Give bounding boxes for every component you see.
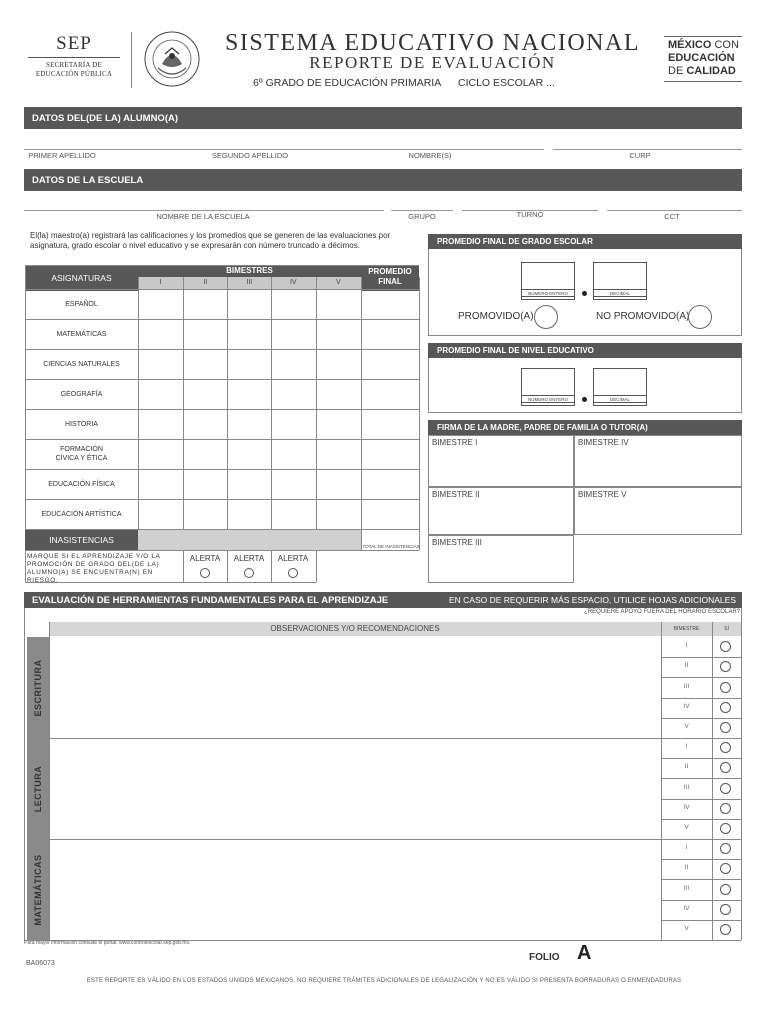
table-rule	[361, 277, 362, 550]
grade-cell[interactable]	[183, 289, 228, 319]
signature-bar: FIRMA DE LA MADRE, PADRE DE FAMILIA O TUTOR(A)	[428, 420, 742, 435]
support-yes-circle[interactable]	[720, 783, 731, 794]
page-subtitle: REPORTE DE EVALUACIÓN	[309, 53, 556, 72]
support-yes-circle[interactable]	[720, 742, 731, 753]
observations-header: OBSERVACIONES Y/O RECOMENDACIONES	[49, 622, 661, 636]
subject-name: GEOGRAFÍA	[60, 390, 103, 398]
subject-name: EDUCACIÓN FÍSICA	[48, 480, 115, 488]
fundamental-tools-bar	[24, 592, 742, 608]
table-rule	[661, 758, 741, 759]
signature-label-bim1: BIMESTRE I	[432, 438, 478, 447]
support-yes-circle[interactable]	[720, 762, 731, 773]
header-divider	[131, 32, 132, 88]
bimester-roman: II	[684, 864, 689, 872]
alert-label: ALERTA	[189, 554, 221, 563]
bimester-roman: V	[684, 823, 689, 831]
table-rule	[25, 277, 26, 550]
grade-cell[interactable]	[183, 469, 228, 499]
grade-cell[interactable]	[183, 319, 228, 349]
primer-apellido-label: PRIMER APELLIDO	[28, 151, 96, 160]
table-rule	[25, 265, 26, 277]
grade-cell[interactable]	[138, 319, 183, 349]
absences-shaded-cells	[138, 530, 361, 550]
grade-level: 6º GRADO DE EDUCACIÓN PRIMARIA	[253, 77, 442, 89]
grade-cell[interactable]	[316, 379, 361, 409]
section-name: MATEMÁTICAS	[33, 853, 43, 926]
decimal-point-dot	[582, 291, 587, 296]
table-rule	[661, 677, 741, 678]
bimester-roman: I	[685, 844, 688, 852]
table-rule	[661, 799, 741, 800]
final-average-cell[interactable]	[361, 439, 419, 469]
grade-cell[interactable]	[271, 439, 316, 469]
grade-cell[interactable]	[316, 439, 361, 469]
grade-cell[interactable]	[316, 409, 361, 439]
alert-radio[interactable]	[244, 568, 254, 578]
subject-name: MATEMÁTICAS	[56, 330, 107, 338]
final-average-header-line1: PROMEDIO	[368, 267, 412, 276]
mexico-logo-text-2: EDUCACIÓN	[668, 52, 735, 64]
table-rule	[661, 859, 741, 860]
table-rule	[25, 379, 419, 380]
bimester-roman: V	[684, 924, 689, 932]
curp-label: CURP	[629, 151, 651, 160]
cct-label: CCT	[664, 212, 680, 221]
info-portal-note: Para mayor información consulte el portal: www.controlescolar.sep.gob.mx.	[24, 940, 191, 946]
subject-name: EDUCACIÓN ARTÍSTICA	[41, 510, 122, 518]
bimester-roman: I	[685, 642, 688, 650]
yes-column-header: SÍ	[712, 622, 741, 636]
grade-cell[interactable]	[227, 319, 272, 349]
signature-label-bim5: BIMESTRE V	[578, 490, 627, 499]
grade-cell[interactable]	[183, 409, 228, 439]
grade-cell[interactable]	[183, 349, 228, 379]
table-rule	[661, 622, 662, 940]
table-rule	[661, 657, 741, 658]
level-decimal-label: DECIMAL	[593, 395, 647, 403]
instructions-note: El(la) maestro(a) registrará las calificaciones y los promedios que se generen de las evaluaciones por asignatura, grado escolar o nivel educativo y se expresarán con número truncado a décimos.	[30, 231, 391, 250]
cct-line[interactable]	[607, 210, 742, 211]
section-side-label	[27, 839, 49, 940]
table-rule	[316, 277, 317, 550]
table-rule	[24, 608, 25, 940]
bimester-roman: V	[684, 722, 689, 730]
grade-cell[interactable]	[138, 379, 183, 409]
additional-sheets-note: EN CASO DE REQUERIR MÁS ESPACIO, UTILICE HOJAS ADICIONALES	[448, 595, 736, 605]
final-average-cell[interactable]	[361, 379, 419, 409]
alert-label: ALERTA	[233, 554, 265, 563]
grade-cell[interactable]	[271, 469, 316, 499]
table-rule	[661, 920, 741, 921]
grade-integer-label: NÚMERO ENTERO	[521, 289, 575, 297]
legal-notice: ESTE REPORTE ES VÁLIDO EN LOS ESTADOS UNIDOS MEXICANOS, NO REQUIERE TRÁMITES ADICIONALES DE LEGALIZACIÓN Y NO ES VÁLIDO SI PRESENTA BORRADURAS O ENMENDADURAS	[86, 978, 682, 984]
bimester-roman: II	[684, 763, 689, 771]
support-yes-circle[interactable]	[720, 661, 731, 672]
table-rule	[183, 277, 184, 550]
observations-area[interactable]	[49, 738, 661, 839]
final-average-cell[interactable]	[361, 319, 419, 349]
curp-line[interactable]	[553, 149, 742, 150]
folio-label: FOLIO	[529, 952, 560, 963]
alert-radio[interactable]	[288, 568, 298, 578]
support-yes-circle[interactable]	[720, 682, 731, 693]
level-average-bar: PROMEDIO FINAL DE NIVEL EDUCATIVO	[428, 343, 742, 358]
grade-cell[interactable]	[271, 319, 316, 349]
signature-label-bim2: BIMESTRE II	[432, 490, 480, 499]
student-data-bar: DATOS DEL(DE LA) ALUMNO(A)	[24, 107, 742, 129]
segundo-apellido-label: SEGUNDO APELLIDO	[211, 151, 289, 160]
grade-cell[interactable]	[183, 439, 228, 469]
grade-cell[interactable]	[227, 379, 272, 409]
grade-cell[interactable]	[227, 469, 272, 499]
bimester-roman: IV	[683, 702, 690, 710]
table-rule	[661, 778, 741, 779]
support-yes-circle[interactable]	[720, 722, 731, 733]
bimester-roman: III	[683, 783, 690, 791]
section-name: LECTURA	[33, 765, 43, 812]
absences-header: INASISTENCIAS	[25, 530, 138, 550]
table-rule	[138, 277, 139, 550]
mexico-logo-text-3a: DE	[668, 65, 687, 77]
observations-area[interactable]	[49, 637, 661, 738]
table-rule	[25, 469, 419, 470]
signature-label-bim3: BIMESTRE III	[432, 538, 482, 547]
table-rule	[661, 698, 741, 699]
subject-name: CIENCIAS NATURALES	[43, 360, 120, 368]
table-rule	[25, 409, 419, 410]
table-rule	[25, 550, 419, 551]
bimester-roman-header: I	[138, 277, 183, 289]
grade-cell[interactable]	[138, 349, 183, 379]
table-rule	[271, 277, 272, 550]
bimester-roman: IV	[683, 904, 690, 912]
bimester-roman-header: II	[183, 277, 228, 289]
grade-cell[interactable]	[227, 349, 272, 379]
risk-alert-instruction: MARQUE SI EL APRENDIZAJE Y/O LA PROMOCIÓN DE GRADO DEL(DE LA) ALUMNO(A) SE ENCUENTRA(N) EN RIESGO.	[27, 553, 161, 584]
shift-label: TURNO	[516, 210, 544, 219]
decimal-point-dot	[582, 397, 587, 402]
support-yes-circle[interactable]	[720, 924, 731, 935]
mexico-logo-text-1b: CON	[711, 39, 739, 51]
grade-cell[interactable]	[271, 289, 316, 319]
mexico-logo-text-1a: MÉXICO	[668, 39, 712, 51]
table-rule	[661, 879, 741, 880]
grade-cell[interactable]	[183, 379, 228, 409]
section-side-label	[27, 738, 49, 839]
table-rule	[49, 622, 50, 940]
support-yes-circle[interactable]	[720, 823, 731, 834]
table-rule	[25, 439, 419, 440]
table-rule	[25, 550, 26, 582]
sep-logo	[24, 34, 124, 84]
table-rule	[419, 277, 420, 550]
student-name-line[interactable]	[24, 149, 544, 150]
fundamental-tools-title: EVALUACIÓN DE HERRAMIENTAS FUNDAMENTALES PARA EL APRENDIZAJE	[32, 594, 389, 606]
grade-decimal-label: DECIMAL	[593, 289, 647, 297]
final-average-header	[361, 265, 419, 291]
table-rule	[25, 499, 419, 500]
school-name-label: NOMBRE DE LA ESCUELA	[156, 212, 250, 221]
promoted-label: PROMOVIDO(A)	[458, 311, 534, 322]
grade-cell[interactable]	[271, 349, 316, 379]
table-rule	[661, 900, 741, 901]
alert-label: ALERTA	[277, 554, 309, 563]
support-yes-circle[interactable]	[720, 863, 731, 874]
table-rule	[741, 608, 742, 940]
bimester-column-header: BIMESTRE	[661, 622, 712, 636]
bimester-roman-header: III	[227, 277, 272, 289]
grade-cell[interactable]	[316, 349, 361, 379]
bimester-roman: III	[683, 884, 690, 892]
logo-rule	[28, 57, 120, 58]
grade-cell[interactable]	[138, 439, 183, 469]
grade-cell[interactable]	[271, 379, 316, 409]
subject-name: FORMACIÓN CÍVICA Y ÉTICA	[55, 446, 108, 462]
grade-cell[interactable]	[138, 409, 183, 439]
signature-label-bim4: BIMESTRE IV	[578, 438, 629, 447]
grade-average-bar: PROMEDIO FINAL DE GRADO ESCOLAR	[428, 234, 742, 249]
support-yes-circle[interactable]	[720, 904, 731, 915]
sep-logo-subtitle-2: EDUCACIÓN PÚBLICA	[35, 70, 113, 78]
bimester-roman-header: V	[316, 277, 361, 289]
grade-cell[interactable]	[227, 499, 272, 529]
observations-area[interactable]	[49, 839, 661, 940]
grade-cell[interactable]	[316, 319, 361, 349]
extra-support-question: ¿REQUIERE APOYO FUERA DEL HORARIO ESCOLAR?	[584, 609, 740, 615]
support-yes-circle[interactable]	[720, 843, 731, 854]
support-yes-circle[interactable]	[720, 884, 731, 895]
grade-cell[interactable]	[138, 499, 183, 529]
final-average-cell[interactable]	[361, 349, 419, 379]
not-promoted-label: NO PROMOVIDO(A)	[596, 311, 690, 322]
grade-cell[interactable]	[316, 289, 361, 319]
support-yes-circle[interactable]	[720, 803, 731, 814]
bimester-roman: I	[685, 743, 688, 751]
grade-cell[interactable]	[138, 469, 183, 499]
alert-radio[interactable]	[200, 568, 210, 578]
total-absences-label: TOTAL DE INASISTENCIAS	[362, 544, 420, 549]
folio-letter: A	[577, 942, 592, 964]
grade-cell[interactable]	[316, 469, 361, 499]
final-average-cell[interactable]	[361, 469, 419, 499]
table-rule	[227, 277, 228, 550]
national-seal-icon	[143, 30, 201, 88]
not-promoted-circle[interactable]	[688, 305, 712, 329]
table-rule	[25, 289, 419, 290]
promoted-circle[interactable]	[534, 305, 558, 329]
form-code: BA06073	[26, 960, 55, 967]
group-label: GRUPO	[408, 212, 436, 221]
nombres-label: NOMBRE(S)	[408, 151, 452, 160]
sep-logo-subtitle-1: SECRETARÍA DE	[46, 61, 102, 69]
final-average-header-line2: FINAL	[378, 277, 402, 286]
mexico-calidad-logo	[664, 36, 742, 82]
table-rule	[661, 718, 741, 719]
school-data-bar: DATOS DE LA ESCUELA	[24, 169, 742, 191]
section-side-label	[27, 637, 49, 738]
table-rule	[712, 622, 713, 940]
table-rule	[25, 319, 419, 320]
table-rule	[661, 819, 741, 820]
grade-cell[interactable]	[227, 409, 272, 439]
bimester-roman: III	[683, 682, 690, 690]
bimester-roman: II	[684, 662, 689, 670]
final-average-cell[interactable]	[361, 289, 419, 319]
grade-cell[interactable]	[227, 439, 272, 469]
sep-logo-text: SEP	[56, 33, 92, 54]
support-yes-circle[interactable]	[720, 641, 731, 652]
grade-cell[interactable]	[183, 499, 228, 529]
final-average-cell[interactable]	[361, 499, 419, 529]
bimesters-header: BIMESTRES	[138, 265, 361, 277]
mexico-logo-text-3b: CALIDAD	[686, 65, 736, 77]
subject-name: ESPAÑOL	[65, 300, 98, 308]
group-line[interactable]	[391, 210, 453, 211]
final-average-cell[interactable]	[361, 409, 419, 439]
table-rule	[25, 349, 419, 350]
support-yes-circle[interactable]	[720, 702, 731, 713]
table-rule	[25, 265, 419, 266]
grade-cell[interactable]	[227, 289, 272, 319]
subject-name: HISTORIA	[65, 420, 98, 428]
school-name-line[interactable]	[24, 210, 384, 211]
table-rule	[316, 550, 317, 582]
school-year: CICLO ESCOLAR ...	[458, 77, 555, 89]
grade-cell[interactable]	[271, 409, 316, 439]
grade-cell[interactable]	[316, 499, 361, 529]
grade-cell[interactable]	[138, 289, 183, 319]
section-name: ESCRITURA	[33, 658, 43, 717]
subjects-header: ASIGNATURAS	[25, 265, 138, 291]
level-integer-label: NÚMERO ENTERO	[521, 395, 575, 403]
page-title: SISTEMA EDUCATIVO NACIONAL	[225, 30, 640, 56]
grade-cell[interactable]	[271, 499, 316, 529]
bimester-roman: IV	[683, 803, 690, 811]
bimester-roman-header: IV	[271, 277, 316, 289]
